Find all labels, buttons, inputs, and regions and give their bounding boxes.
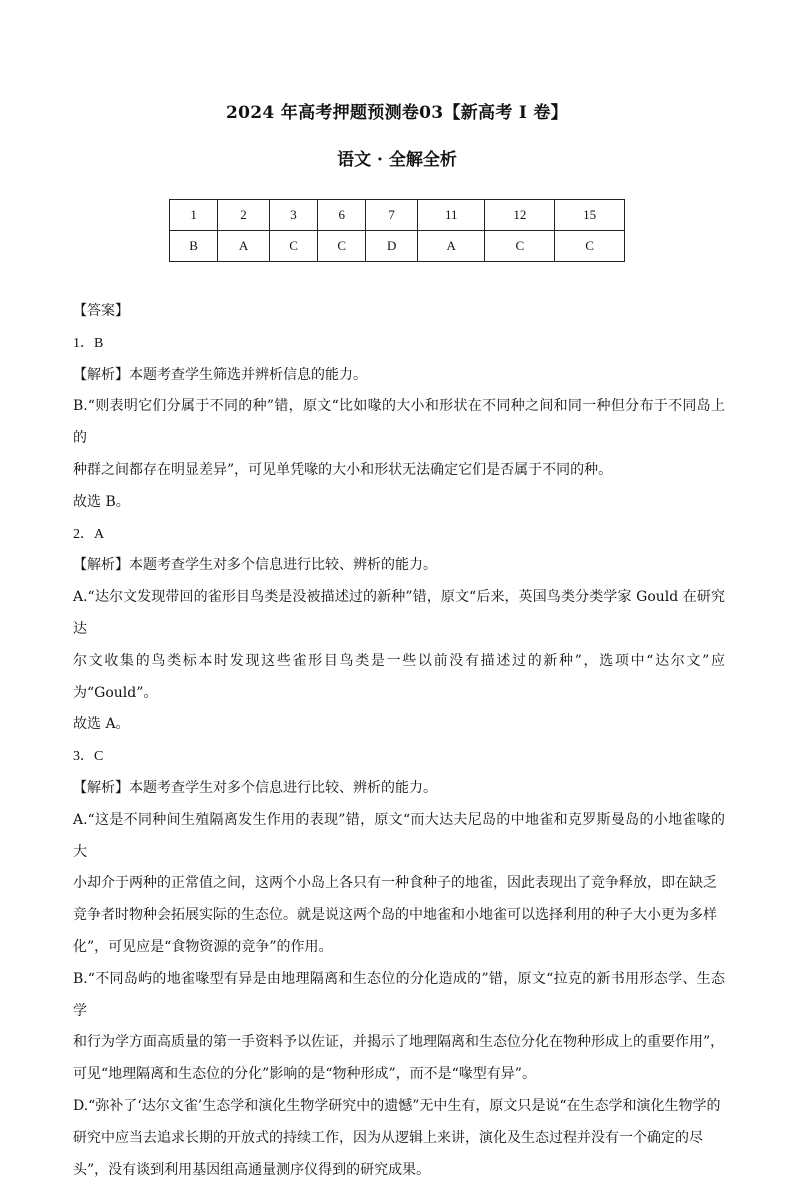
q2-analysis: 【解析】本题考查学生对多个信息进行比较、辨析的能力。 — [73, 557, 437, 574]
q2-conclusion: 故选 A。 — [73, 716, 130, 733]
answer-cell: C — [485, 231, 555, 262]
q3-analysis: 【解析】本题考查学生对多个信息进行比较、辨析的能力。 — [73, 779, 437, 796]
answer-table-number-row — [170, 200, 625, 231]
q3-option-a-line: 化”，可见应是“食物资源的竞争”的作用。 — [73, 938, 333, 955]
question-number-cell: 3 — [269, 200, 317, 231]
q2-text-line: 尔文收集的鸟类标本时发现这些雀形目鸟类是一些以前没有描述过的新种”，选项中“达尔文”应为“Gould”。 — [73, 652, 725, 701]
question-number-cell: 15 — [555, 200, 625, 231]
q3-number: 3．C — [73, 749, 104, 765]
question-number-cell: 6 — [318, 200, 366, 231]
document-title: 2024 年高考押题预测卷03【新高考 I 卷】 — [226, 103, 568, 123]
question-number-cell: 2 — [218, 200, 270, 231]
q1-conclusion: 故选 B。 — [73, 493, 130, 510]
q1-analysis: 【解析】本题考查学生筛选并辨析信息的能力。 — [73, 366, 367, 383]
q2-text-line: A.“达尔文发现带回的雀形目鸟类是没被描述过的新种”错，原文“后来，英国鸟类分类学家 Gould 在研究达 — [73, 589, 725, 637]
question-number-cell: 1 — [170, 200, 218, 231]
section-heading: 【答案】 — [73, 303, 129, 319]
answer-cell: D — [366, 231, 418, 262]
document-subtitle: 语文 · 全解全析 — [337, 150, 457, 170]
q3-option-a-line: 小却介于两种的正常值之间，这两个小岛上各只有一种食种子的地雀，因此表现出了竞争释放，即在缺乏 — [73, 875, 717, 892]
answer-table-answer-row — [170, 231, 625, 262]
q1-text-line: B.“则表明它们分属于不同的种”错，原文“比如喙的大小和形状在不同种之间和同一种但分布于不同岛上的 — [73, 398, 725, 447]
q3-option-a-line: A.“这是不同种间生殖隔离发生作用的表现”错，原文“而大达夫尼岛的中地雀和克罗斯曼岛的小地雀喙的大 — [73, 811, 725, 860]
q3-option-d-line: 头”，没有谈到利用基因组高通量测序仪得到的研究成果。 — [73, 1161, 431, 1178]
answer-cell: C — [555, 231, 625, 262]
answer-cell: A — [418, 231, 485, 262]
question-number-cell: 11 — [418, 200, 485, 231]
answer-content — [73, 296, 725, 1186]
q2-number: 2．A — [73, 526, 105, 542]
answer-cell: A — [218, 231, 270, 262]
q3-option-d-line: D.“弥补了‘达尔文雀’生态学和演化生物学研究中的遗憾”无中生有，原文只是说“在生态学和演化生物学的 — [73, 1097, 721, 1114]
answer-table — [169, 199, 625, 262]
q1-text-line: 种群之间都存在明显差异”，可见单凭喙的大小和形状无法确定它们是否属于不同的种。 — [73, 461, 613, 478]
q1-number: 1．B — [73, 335, 104, 351]
q3-option-a-line: 竞争者时物种会拓展实际的生态位。就是说这两个岛的中地雀和小地雀可以选择利用的种子大小更为多样 — [73, 907, 717, 924]
q3-option-b-line: B.“不同岛屿的地雀喙型有异是由地理隔离和生态位的分化造成的”错，原文“拉克的新书用形态学、生态学 — [73, 970, 725, 1019]
answer-cell: B — [170, 231, 218, 262]
answer-cell: C — [269, 231, 317, 262]
answer-cell: C — [318, 231, 366, 262]
question-number-cell: 12 — [485, 200, 555, 231]
q3-option-d-line: 研究中应当去追求长期的开放式的持续工作，因为从逻辑上来讲，演化及生态过程并没有一个确定的尽 — [73, 1129, 703, 1146]
question-number-cell: 7 — [366, 200, 418, 231]
q3-option-b-line: 可见“地理隔离和生态位的分化”影响的是“物种形成”，而不是“喙型有异”。 — [73, 1066, 536, 1083]
q3-option-b-line: 和行为学方面高质量的第一手资料予以佐证，并揭示了地理隔离和生态位分化在物种形成上的重要作用”， — [73, 1034, 725, 1051]
